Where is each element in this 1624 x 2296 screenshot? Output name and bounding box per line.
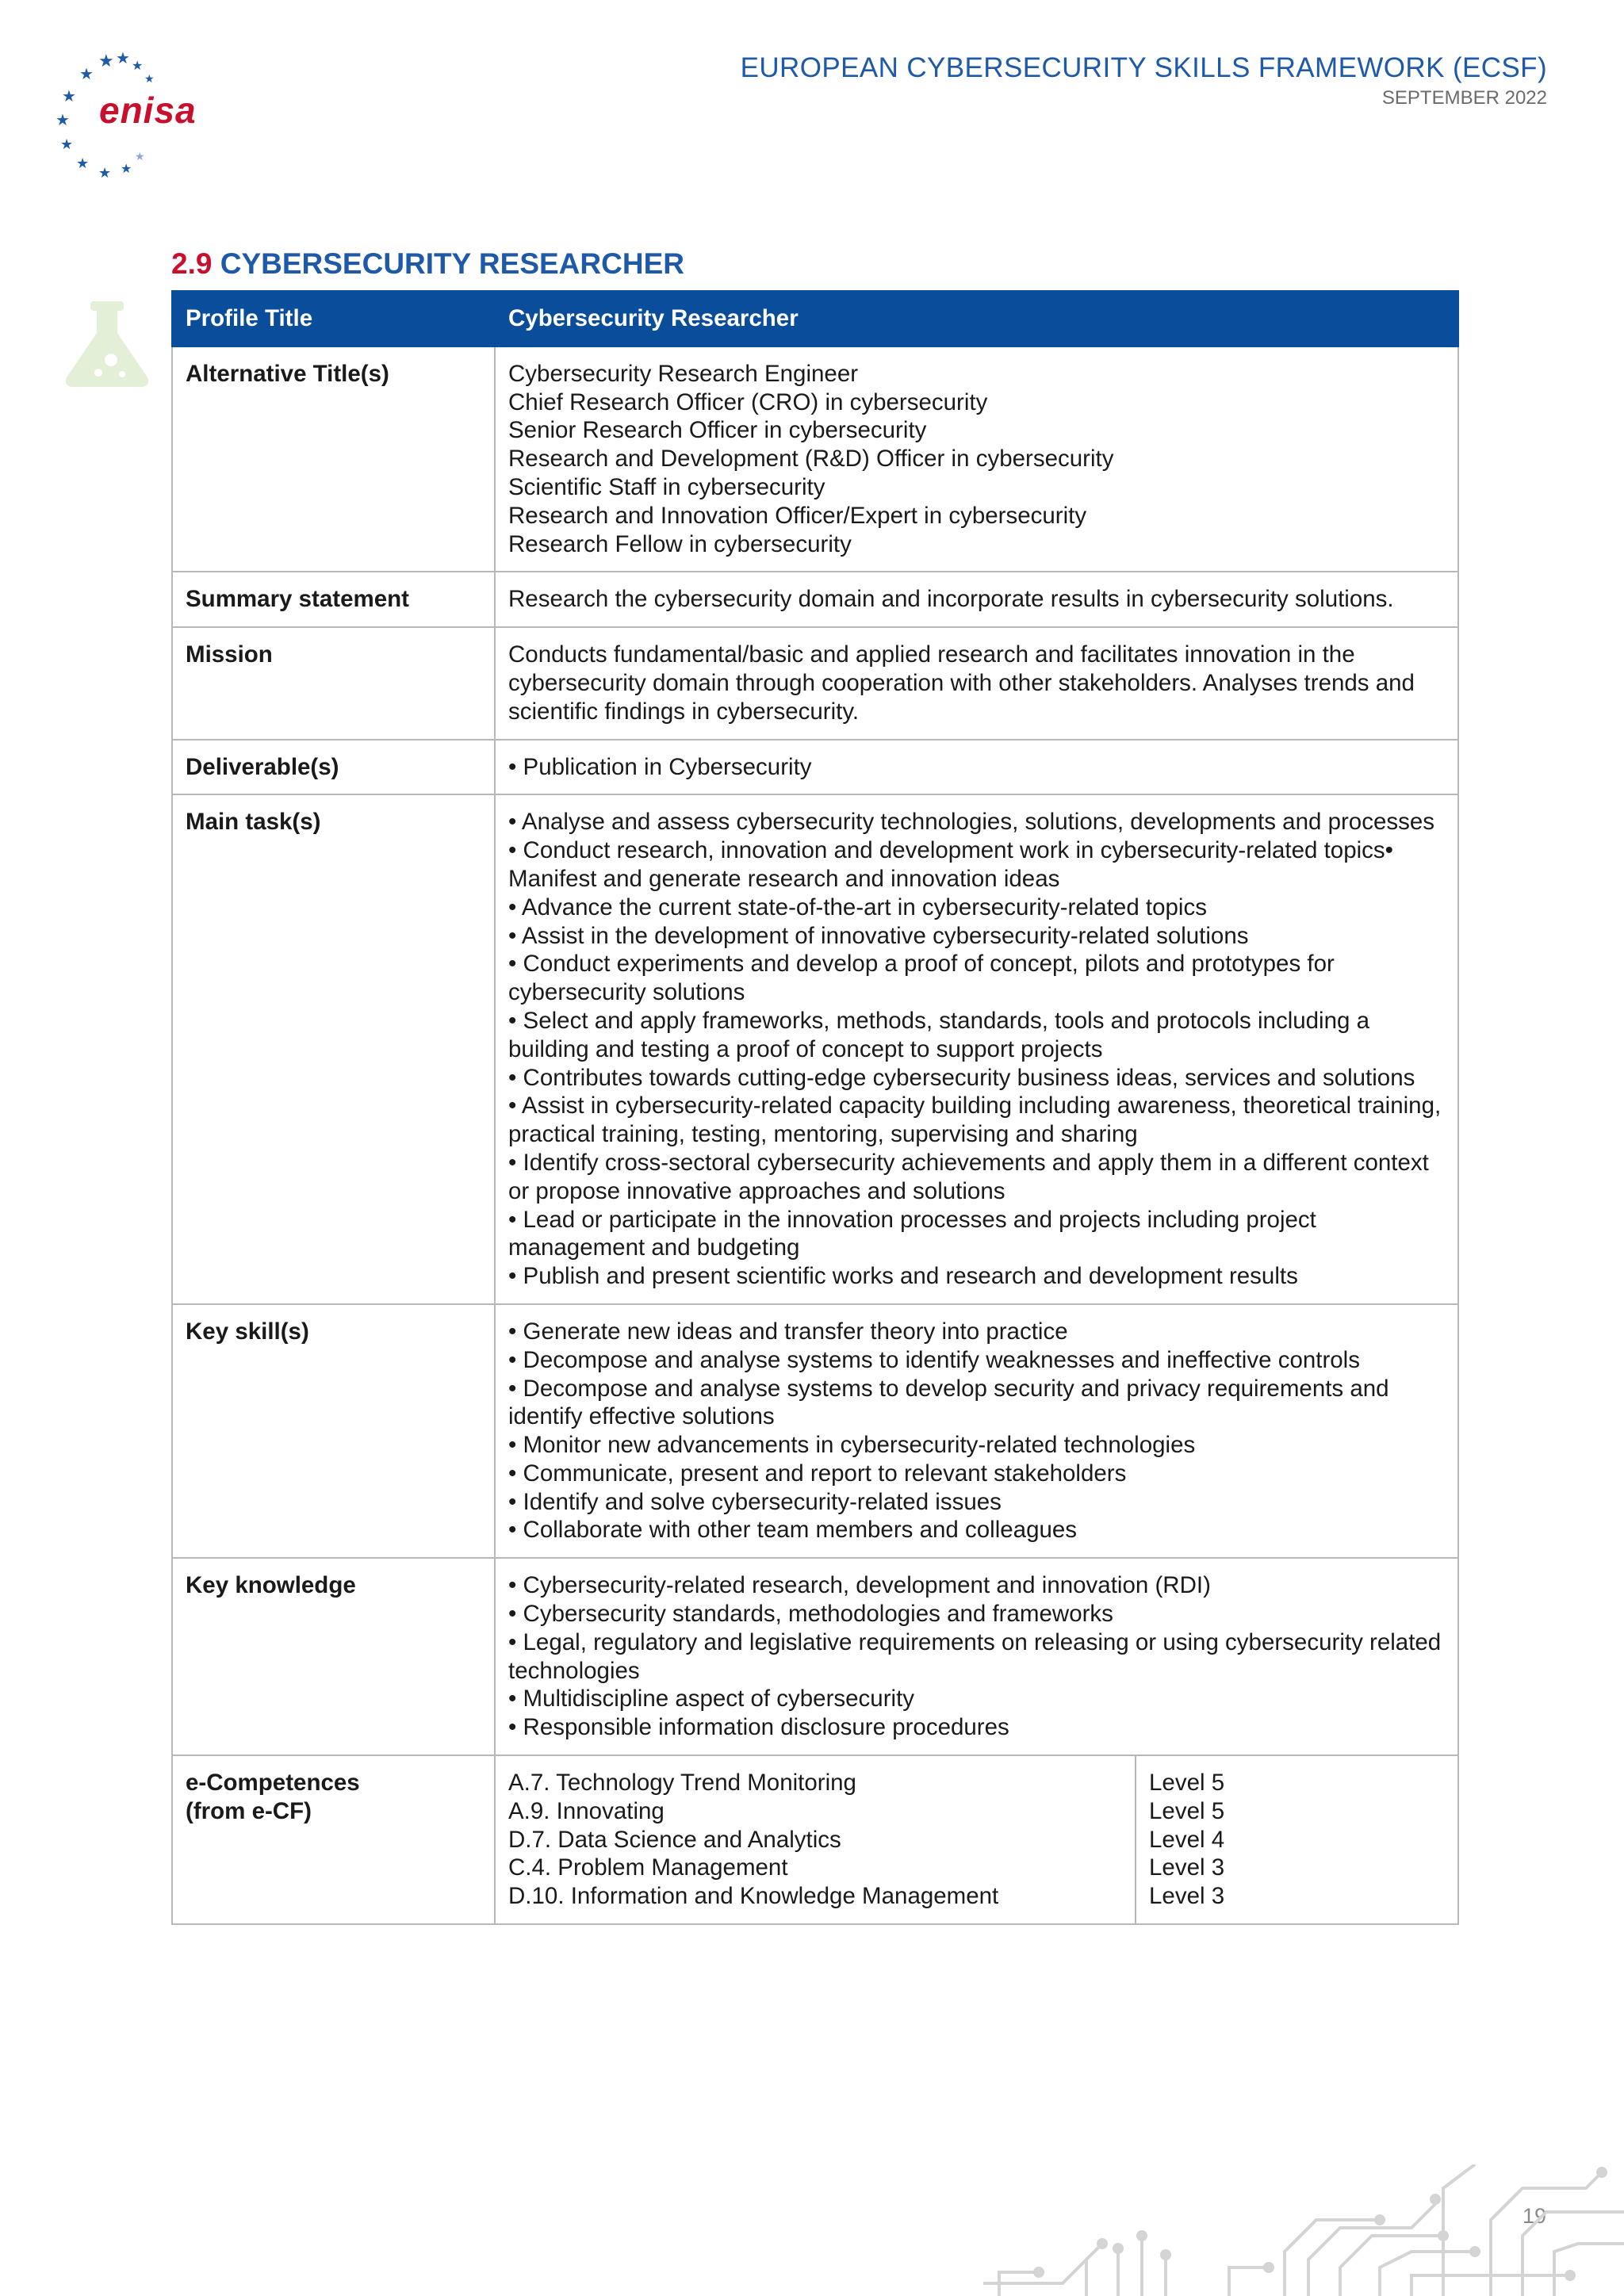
main-tasks-list [495, 794, 1458, 1304]
competence-level: Level 4 [1149, 1826, 1225, 1853]
list-item: • Conduct research, innovation and development work in cybersecurity-related topics• Manifest and generate research and innovation ideas [508, 837, 1394, 892]
competence-name: C.4. Problem Management [508, 1854, 788, 1881]
table-row-deliverables [172, 740, 1458, 795]
list-item: Research Fellow in cybersecurity [508, 530, 852, 557]
svg-text:★: ★ [144, 73, 155, 86]
list-item: • Identify and solve cybersecurity-related issues [508, 1488, 1002, 1515]
document-date: SEPTEMBER 2022 [1381, 87, 1547, 109]
list-item: • Cybersecurity standards, methodologies and frameworks [508, 1601, 1113, 1628]
list-item: • Decompose and analyse systems to develop security and privacy requirements and identify effective solutions [508, 1375, 1389, 1430]
competence-level: Level 3 [1149, 1883, 1225, 1910]
list-item: • Lead or participate in the innovation processes and projects including project management and budgeting [508, 1206, 1316, 1261]
list-item: • Generate new ideas and transfer theory into practice [508, 1318, 1068, 1345]
e-competences-label [172, 1755, 495, 1924]
list-item: • Analyse and assess cybersecurity technologies, solutions, developments and processes [508, 809, 1435, 836]
mission-text: Conducts fundamental/basic and applied research and facilitates innovation in the cybersecurity domain through cooperation with other stakeholders. Analyses trends and scientific findings in cybersecurity. [495, 627, 1458, 739]
key-skills-label: Key skill(s) [172, 1304, 495, 1558]
list-item: Research and Innovation Officer/Expert in cybersecurity [508, 502, 1087, 529]
mission-label: Mission [172, 627, 495, 739]
table-row-mission [172, 627, 1458, 739]
table-row-alternative-titles [172, 346, 1458, 572]
list-item: Scientific Staff in cybersecurity [508, 473, 825, 500]
e-competences-label-line1: e-Competences [186, 1770, 360, 1797]
svg-text:★: ★ [116, 48, 130, 67]
list-item: Chief Research Officer (CRO) in cybersecurity [508, 388, 988, 415]
page-number: 19 [1522, 2204, 1546, 2228]
table-row-key-knowledge [172, 1558, 1458, 1755]
list-item: • Select and apply frameworks, methods, standards, tools and protocols including a building and testing a proof of concept to support projects [508, 1007, 1370, 1062]
section-title: CYBERSECURITY RESEARCHER [220, 247, 684, 280]
list-item: • Decompose and analyse systems to identify weaknesses and ineffective controls [508, 1346, 1360, 1373]
list-item: Cybersecurity Research Engineer [508, 360, 859, 387]
section-number: 2.9 [171, 247, 213, 280]
list-item: • Multidiscipline aspect of cybersecurity [508, 1686, 915, 1712]
table-row-main-tasks [172, 794, 1458, 1304]
profile-title-label: Profile Title [172, 291, 495, 346]
alternative-titles-label: Alternative Title(s) [172, 346, 495, 572]
list-item: • Communicate, present and report to relevant stakeholders [508, 1460, 1127, 1487]
list-item: • Legal, regulatory and legislative requirements on releasing or using cybersecurity related technologies [508, 1628, 1442, 1684]
table-header-row [172, 291, 1458, 346]
competence-level: Level 5 [1149, 1797, 1225, 1824]
profile-table [171, 290, 1459, 1925]
table-row-summary [172, 572, 1458, 627]
svg-text:★: ★ [76, 155, 90, 172]
list-item: • Publication in Cybersecurity [508, 753, 812, 780]
key-skills-list [495, 1304, 1458, 1558]
svg-text:★: ★ [121, 161, 132, 176]
list-item: Senior Research Officer in cybersecurity [508, 417, 927, 444]
list-item: • Publish and present scientific works and research and development results [508, 1263, 1298, 1290]
list-item: • Identify cross-sectoral cybersecurity achievements and apply them in a different context or propose innovative approaches and solutions [508, 1149, 1429, 1204]
deliverables-label: Deliverable(s) [172, 740, 495, 795]
list-item: • Conduct experiments and develop a proof of concept, pilots and prototypes for cybersecurity solutions [508, 951, 1335, 1006]
e-competences-names [495, 1755, 1136, 1924]
key-knowledge-list [495, 1558, 1458, 1755]
svg-text:★: ★ [98, 52, 114, 71]
e-competences-levels [1136, 1755, 1458, 1924]
summary-label: Summary statement [172, 572, 495, 627]
competence-level: Level 5 [1149, 1770, 1225, 1797]
key-knowledge-label: Key knowledge [172, 1558, 495, 1755]
flask-icon [59, 295, 155, 392]
list-item: • Advance the current state-of-the-art in cybersecurity-related topics [508, 894, 1207, 920]
list-item: Research and Development (R&D) Officer in cybersecurity [508, 446, 1114, 473]
enisa-logo-wordmark: enisa [99, 90, 197, 131]
list-item: • Assist in the development of innovative cybersecurity-related solutions [508, 922, 1249, 949]
profile-title-value: Cybersecurity Researcher [495, 291, 1458, 346]
competence-name: D.10. Information and Knowledge Management [508, 1883, 999, 1910]
table-row-key-skills [172, 1304, 1458, 1558]
list-item: • Assist in cybersecurity-related capacity building including awareness, theoretical training, practical training, testing, mentoring, supervising and sharing [508, 1093, 1442, 1148]
svg-text:★: ★ [60, 136, 74, 153]
list-item: • Responsible information disclosure procedures [508, 1714, 1009, 1741]
competence-name: A.7. Technology Trend Monitoring [508, 1770, 856, 1797]
summary-text: Research the cybersecurity domain and incorporate results in cybersecurity solutions. [495, 572, 1458, 627]
svg-text:★: ★ [79, 64, 94, 83]
competence-name: A.9. Innovating [508, 1797, 665, 1824]
list-item: • Monitor new advancements in cybersecurity-related technologies [508, 1432, 1196, 1459]
list-item: • Cybersecurity-related research, development and innovation (RDI) [508, 1572, 1211, 1599]
circuit-decoration-icon [967, 2164, 1624, 2296]
competence-name: D.7. Data Science and Analytics [508, 1826, 841, 1853]
list-item: • Contributes towards cutting-edge cybersecurity business ideas, services and solutions [508, 1064, 1415, 1091]
svg-text:★: ★ [132, 58, 144, 73]
competence-level: Level 3 [1149, 1854, 1225, 1881]
deliverables-list [495, 740, 1458, 795]
alternative-titles-list [495, 346, 1458, 572]
list-item: • Collaborate with other team members and colleagues [508, 1517, 1078, 1544]
svg-text:★: ★ [98, 165, 112, 181]
svg-text:★: ★ [135, 151, 145, 163]
e-competences-label-line2: (from e-CF) [186, 1797, 312, 1824]
document-title: EUROPEAN CYBERSECURITY SKILLS FRAMEWORK (ECSF) [740, 52, 1547, 83]
main-tasks-label: Main task(s) [172, 794, 495, 1304]
table-row-e-competences [172, 1755, 1458, 1924]
svg-text:★: ★ [56, 110, 70, 129]
section-heading [171, 247, 684, 281]
svg-text:★: ★ [62, 86, 76, 105]
